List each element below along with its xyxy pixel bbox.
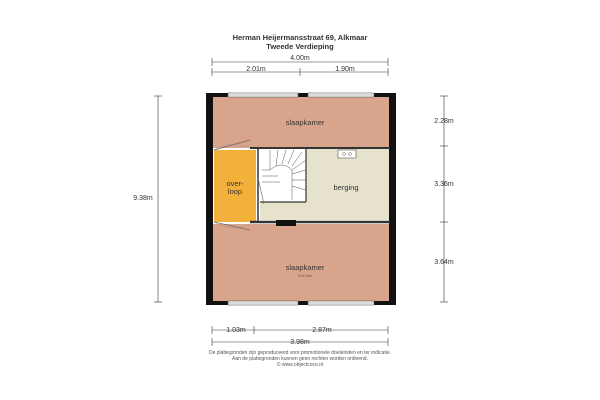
- landing-label-line2: loop: [227, 187, 243, 196]
- address-title: Herman Heijermansstraat 69, Alkmaar: [232, 33, 368, 42]
- dim-left-total: 9.38m: [133, 195, 153, 202]
- disclaimer-line2: Aan de plattegronden kunnen geen rechten worden ontleend.: [232, 356, 368, 362]
- wall-right: [389, 93, 396, 305]
- floor-title: Tweede Verdieping: [266, 42, 334, 51]
- bottom-bedroom-area: 9×3.64m: [298, 274, 312, 278]
- dim-bottom-left: 1.03m: [226, 327, 246, 334]
- dim-right-bottom: 3.64m: [434, 259, 454, 266]
- dim-bottom-total: 3.98m: [290, 339, 310, 346]
- bottom-bedroom-label: slaapkamer: [285, 263, 325, 272]
- dim-bottom-right: 2.87m: [312, 327, 332, 334]
- chimney: [276, 220, 296, 226]
- top-bedroom-label: slaapkamer: [285, 118, 325, 127]
- storage-label: berging: [333, 183, 359, 192]
- landing-label-line1: over-: [226, 179, 244, 188]
- disclaimer-line1: De plattegronden zijn geproduceerd voor promotionele doeleinden en ter indicatie.: [208, 350, 392, 356]
- dim-top-total: 4.00m: [290, 55, 310, 62]
- sink-icon: [338, 150, 356, 158]
- dim-top-right: 1.90m: [335, 66, 355, 73]
- dim-right-top: 2.28m: [434, 118, 454, 125]
- website-credit: © www.objectcoco.nl: [276, 362, 324, 368]
- wall-left: [206, 93, 213, 305]
- dim-top-left: 2.01m: [246, 66, 266, 73]
- dim-right-middle: 3.36m: [434, 181, 454, 188]
